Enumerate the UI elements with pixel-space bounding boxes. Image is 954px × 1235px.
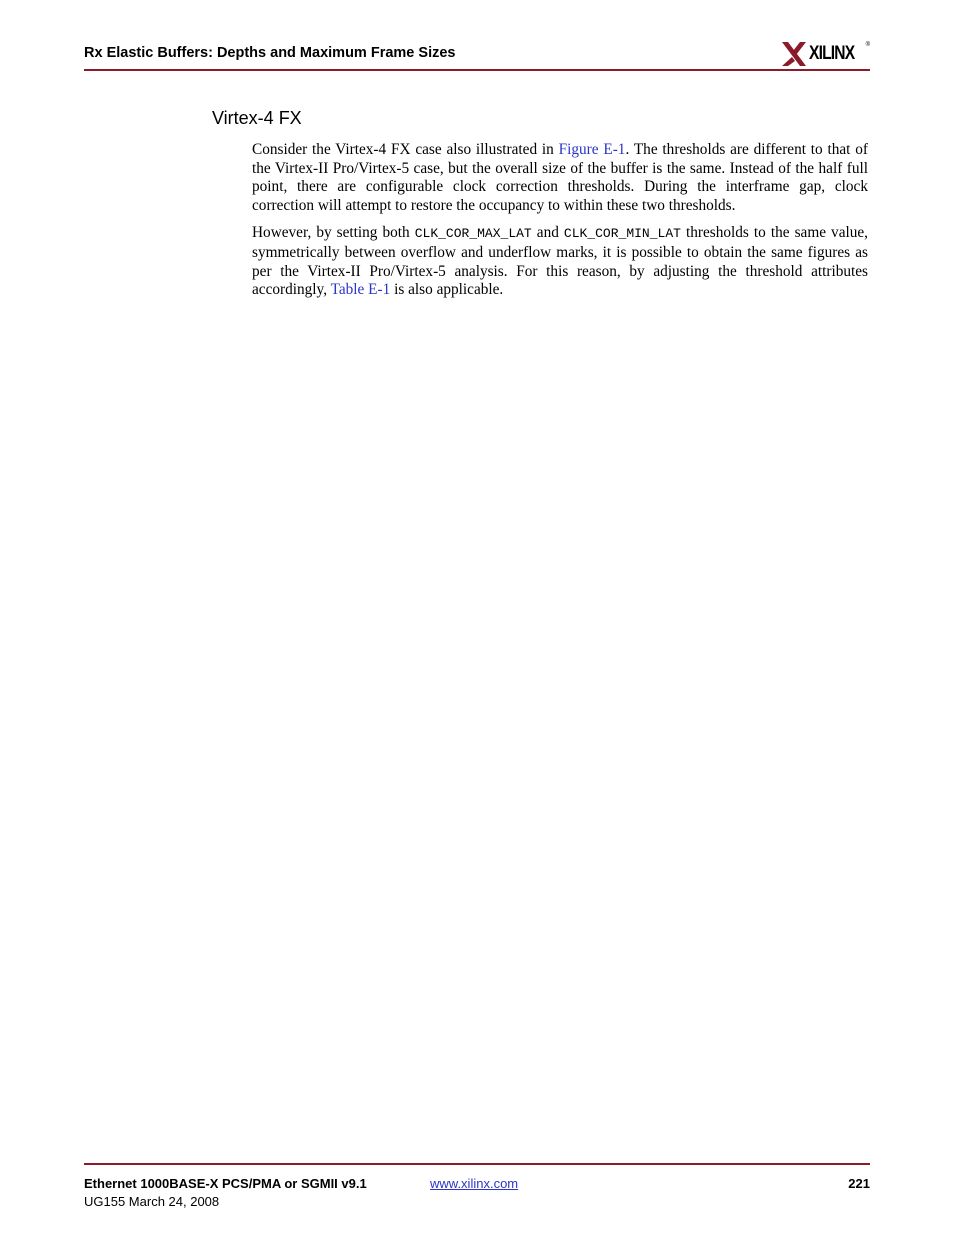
xilinx-logo bbox=[780, 40, 870, 68]
figure-e1-link[interactable]: Figure E-1 bbox=[558, 141, 626, 158]
xilinx-logo-icon bbox=[780, 40, 808, 68]
footer-doc-title: Ethernet 1000BASE-X PCS/PMA or SGMII v9.1 bbox=[84, 1176, 367, 1191]
p1-text-2: . The thresholds are different to that of the Virtex-II Pro/Virtex-5 case, but the overall size of the buffer is the same. Instead of the half full point, there are configurable clock correction thresholds. During the interframe gap, clock correction will attempt to restore the occupancy to within these two thresholds. bbox=[252, 141, 868, 214]
table-e1-link[interactable]: Table E-1 bbox=[330, 281, 391, 299]
footer-doc-id: UG155 March 24, 2008 bbox=[84, 1194, 220, 1209]
section-body bbox=[252, 141, 868, 309]
footer-url-link[interactable]: www.xilinx.com bbox=[430, 1176, 519, 1191]
logo-text: XILINX bbox=[809, 43, 855, 64]
p2-text-4: is also applicable. bbox=[390, 281, 504, 299]
running-header: Rx Elastic Buffers: Depths and Maximum Frame Sizes bbox=[84, 45, 456, 61]
p2-text-1: However, by setting both bbox=[252, 224, 415, 242]
code-clk-cor-max-lat: CLK_COR_MAX_LAT bbox=[414, 226, 532, 242]
paragraph-2 bbox=[252, 224, 868, 299]
p2-text-2: and bbox=[531, 224, 564, 242]
header-rule bbox=[84, 69, 870, 71]
page-number: 221 bbox=[848, 1176, 870, 1191]
p2-text-3: thresholds to the same value, symmetrically between overflow and underflow marks, it is possible to obtain the same figures as per the Virtex-II Pro/Virtex-5 analysis. For this reason, by adjusting the threshold attributes accordingly, bbox=[252, 224, 868, 299]
paragraph-1 bbox=[252, 141, 868, 215]
footer-rule bbox=[84, 1163, 870, 1165]
section-heading: Virtex-4 FX bbox=[212, 108, 302, 128]
registered-mark: ® bbox=[865, 42, 870, 48]
p1-text-1: Consider the Virtex-4 FX case also illustrated in bbox=[252, 141, 559, 158]
code-clk-cor-min-lat: CLK_COR_MIN_LAT bbox=[563, 226, 681, 242]
